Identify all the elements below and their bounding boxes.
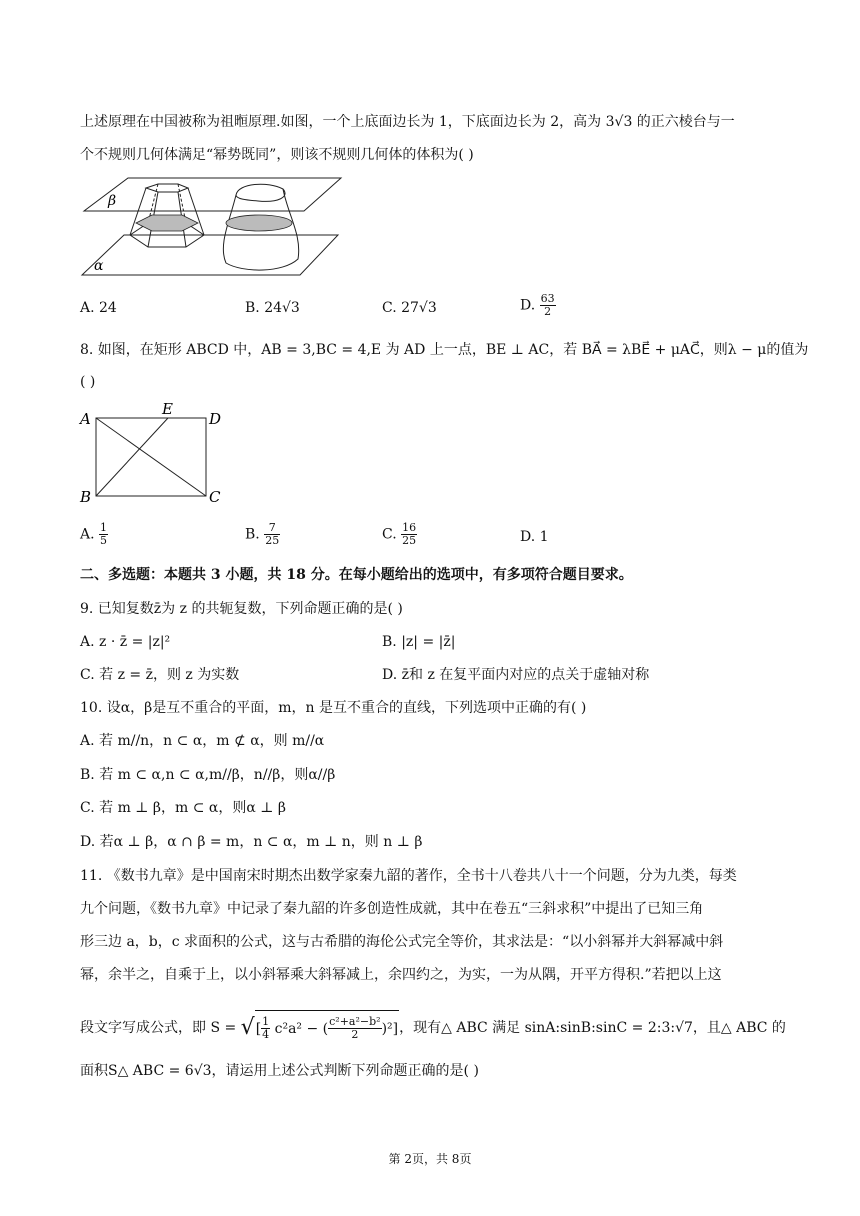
q8-label-e: E: [162, 400, 173, 418]
q8-option-c: C. $\frac{16}{25}$: [382, 521, 417, 547]
q8-option-b: B. $\frac{7}{25}$: [245, 521, 280, 547]
q8-label-d: D: [209, 410, 222, 428]
q10-stem: 10. 设α，β是互不重合的平面，m，n 是互不重合的直线，下列选项中正确的有( ): [80, 700, 587, 716]
q8-rectangle-figure: [78, 400, 228, 505]
q8-label-b: B: [80, 488, 92, 505]
q11-stem-line4: 幂，余半之，自乘于上，以小斜幂乘大斜幂减上，余四约之，为实，一为从隅，开平方得积.”若把以上这: [80, 967, 722, 983]
q9-option-c: C. 若 z = z̄，则 z 为实数: [80, 667, 240, 683]
q8-stem-line2: ( ): [80, 374, 96, 390]
q7-option-b: B. 24√3: [245, 300, 300, 316]
q11-stem-line6: 面积S△ ABC = 6√3，请运用上述公式判断下列命题正确的是( ): [80, 1063, 479, 1079]
q11-stem-line2: 九个问题，《数书九章》中记录了秦九韶的许多创造性成就，其中在卷五“三斜求积”中提出了已知三角: [80, 901, 704, 917]
q10-option-d: D. 若α ⊥ β，α ∩ β = m，n ⊂ α，m ⊥ n，则 n ⊥ β: [80, 834, 423, 850]
page-footer: 第 2页，共 8页: [388, 1152, 472, 1166]
q7-option-d: D. $\frac{63}{2}$: [520, 292, 555, 318]
q8-option-d: D. 1: [520, 529, 549, 545]
q9-stem: 9. 已知复数z̄为 z 的共轭复数，下列命题正确的是( ): [80, 601, 403, 617]
q10-option-a: A. 若 m//n，n ⊂ α，m ⊄ α，则 m//α: [80, 733, 325, 749]
q8-option-a: A. $\frac{1}{5}$: [80, 521, 108, 547]
q9-option-a: A. z · z̄ = |z|²: [80, 634, 171, 650]
q7-stem-line2: 个不规则几何体满足“幂势既同”，则该不规则几何体的体积为( ): [80, 147, 474, 163]
q7-label-alpha: α: [94, 258, 104, 274]
q11-stem-line5-formula: 段文字写成公式，即 S = √[ $\frac{1}{4}$ c²a² − ( $\frac{\text{c²+a²−b²}}{2}$ )²]，现有△ ABC 满足 sinA:sinB:sinC = 2:3:√7，且△ ABC 的: [80, 1008, 785, 1052]
q7-stem-line1: 上述原理在中国被称为祖暅原理.如图，一个上底面边长为 1，下底面边长为 2，高为 3√3 的正六棱台与一: [80, 114, 735, 130]
q7-label-beta: β: [108, 193, 117, 209]
section-heading-multi-choice: 二、多选题：本题共 3 小题，共 18 分。在每小题给出的选项中，有多项符合题目要求。: [80, 567, 633, 583]
q11-stem-line1: 11. 《数书九章》是中国南宋时期杰出数学家秦九韶的著作，全书十八卷共八十一个问题，分为九类，每类: [80, 868, 737, 884]
q8-label-a: A: [80, 410, 91, 428]
q10-option-b: B. 若 m ⊂ α,n ⊂ α,m//β，n//β，则α//β: [80, 767, 336, 783]
q9-option-b: B. |z| = |z̄|: [382, 634, 456, 650]
q11-stem-line3: 形三边 a，b，c 求面积的公式，这与古希腊的海伦公式完全等价，其求法是：“以小斜幂并大斜幂减中斜: [80, 934, 724, 950]
q8-stem-line1: 8. 如图，在矩形 ABCD 中，AB = 3,BC = 4,E 为 AD 上一点，BE ⊥ AC，若 BA⃗ = λBE⃗ + μAC⃗，则λ − μ的值为: [80, 342, 809, 358]
q9-option-d: D. z̄和 z 在复平面内对应的点关于虚轴对称: [382, 667, 650, 683]
q10-option-c: C. 若 m ⊥ β，m ⊂ α，则α ⊥ β: [80, 800, 286, 816]
q7-frustum-figure: [78, 175, 358, 280]
q7-option-a: A. 24: [80, 300, 117, 316]
q8-label-c: C: [209, 488, 221, 505]
q7-option-c: C. 27√3: [382, 300, 437, 316]
